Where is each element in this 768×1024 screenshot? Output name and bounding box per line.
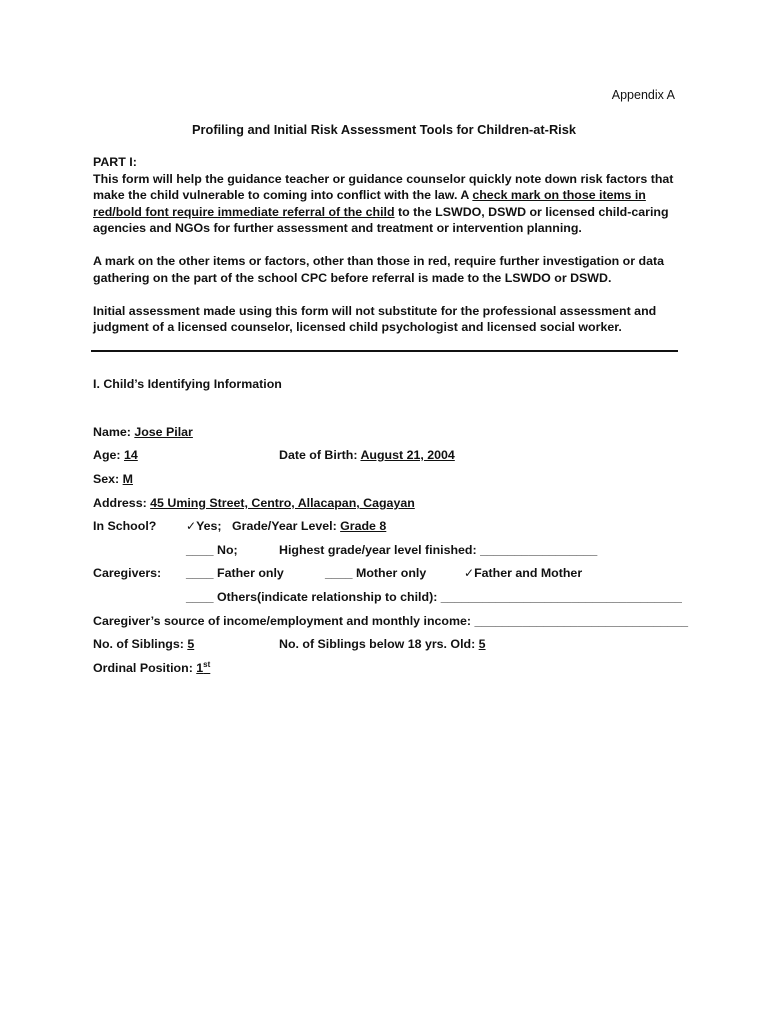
in-school-no [186, 541, 238, 559]
ordinal-number: 1 [196, 661, 204, 675]
grade-label: Grade/Year Level: [232, 519, 341, 533]
mother-only-option [325, 564, 426, 582]
appendix-label: Appendix A [611, 88, 675, 102]
part-heading: PART I: [93, 155, 137, 169]
others-option [186, 588, 682, 606]
siblings-below-18-field [279, 635, 486, 653]
age-row [93, 446, 138, 464]
check-mark-icon: ✓ [186, 519, 197, 533]
ordinal-label: Ordinal Position: [93, 661, 197, 675]
age-value: 14 [123, 448, 138, 462]
highest-grade-blank: _________________ [480, 543, 598, 557]
dob-value: August 21, 2004 [360, 448, 455, 462]
father-only-option [186, 564, 284, 582]
others-blank: ____ [186, 590, 214, 604]
grade-field [232, 517, 386, 535]
siblings-row [93, 635, 194, 653]
mother-only-label: Mother only [352, 566, 427, 580]
intro-p1-underlined: check mark on those items in red/bold font require immediate referral of the child [93, 188, 646, 219]
intro-paragraph-2: A mark on the other items or factors, other than those in red, require further investigation or data gathering on the part of the school CPC before referral is made to the LSWDO or DSWD. [93, 254, 664, 285]
no-blank: ____ [186, 543, 214, 557]
siblings-below-18-value: 5 [478, 637, 486, 651]
sex-row [93, 470, 133, 488]
caregivers-row [93, 564, 161, 582]
siblings-label: No. of Siblings: [93, 637, 188, 651]
income-line: _______________________________ [474, 614, 689, 628]
income-label: Caregiver’s source of income/employment and monthly income: [93, 614, 475, 628]
dob-field [279, 446, 455, 464]
dob-label: Date of Birth: [279, 448, 361, 462]
in-school-label: In School? [93, 519, 157, 533]
father-only-label: Father only [213, 566, 284, 580]
ordinal-row [93, 659, 210, 677]
intro-p1-end: to the LSWDO, DSWD or licensed child-caring agencies and NGOs for further assessment and treatment or intervention planning. [93, 204, 669, 235]
check-mark-icon: ✓ [464, 566, 475, 580]
in-school-row [93, 517, 156, 535]
ordinal-value [196, 661, 210, 675]
intro-paragraph-1 [93, 171, 683, 237]
document-title: Profiling and Initial Risk Assessment Tools for Children-at-Risk [192, 122, 576, 137]
intro-paragraph-3: Initial assessment made using this form will not substitute for the professional assessment and judgment of a licensed counselor, licensed child psychologist and licensed social worker. [93, 303, 657, 334]
income-row [93, 612, 688, 630]
intro-p1-start: This form will help the guidance teacher or guidance counselor quickly note down risk factors that make the child vulnerable to coming into conflict with the law. A [93, 171, 674, 202]
address-value: 45 Uming Street, Centro, Allacapan, Cagayan [150, 496, 415, 510]
others-label: Others(indicate relationship to child): [213, 590, 441, 604]
siblings-below-18-label: No. of Siblings below 18 yrs. Old: [279, 637, 479, 651]
father-and-mother-label: Father and Mother [474, 566, 583, 580]
grade-value: Grade 8 [340, 519, 387, 533]
father-blank: ____ [186, 566, 214, 580]
no-label: No; [213, 543, 238, 557]
siblings-value: 5 [187, 637, 195, 651]
section-heading: I. Child’s Identifying Information [93, 377, 282, 391]
highest-grade-field [279, 541, 597, 559]
in-school-yes [186, 517, 222, 535]
caregivers-label: Caregivers: [93, 566, 162, 580]
ordinal-suffix: st [203, 659, 211, 669]
mother-blank: ____ [325, 566, 353, 580]
others-line: ___________________________________ [440, 590, 682, 604]
address-label: Address: [93, 496, 151, 510]
highest-grade-label: Highest grade/year level finished: [279, 543, 481, 557]
address-row [93, 494, 415, 512]
sex-value: M [122, 472, 133, 486]
name-row [93, 423, 193, 441]
intro-section [93, 154, 683, 352]
sex-label: Sex: [93, 472, 123, 486]
yes-label: Yes; [196, 519, 222, 533]
father-and-mother-option [464, 564, 582, 582]
name-value: Jose Pilar [134, 425, 193, 439]
section-divider [91, 350, 678, 352]
name-label: Name: [93, 425, 135, 439]
age-label: Age: [93, 448, 124, 462]
